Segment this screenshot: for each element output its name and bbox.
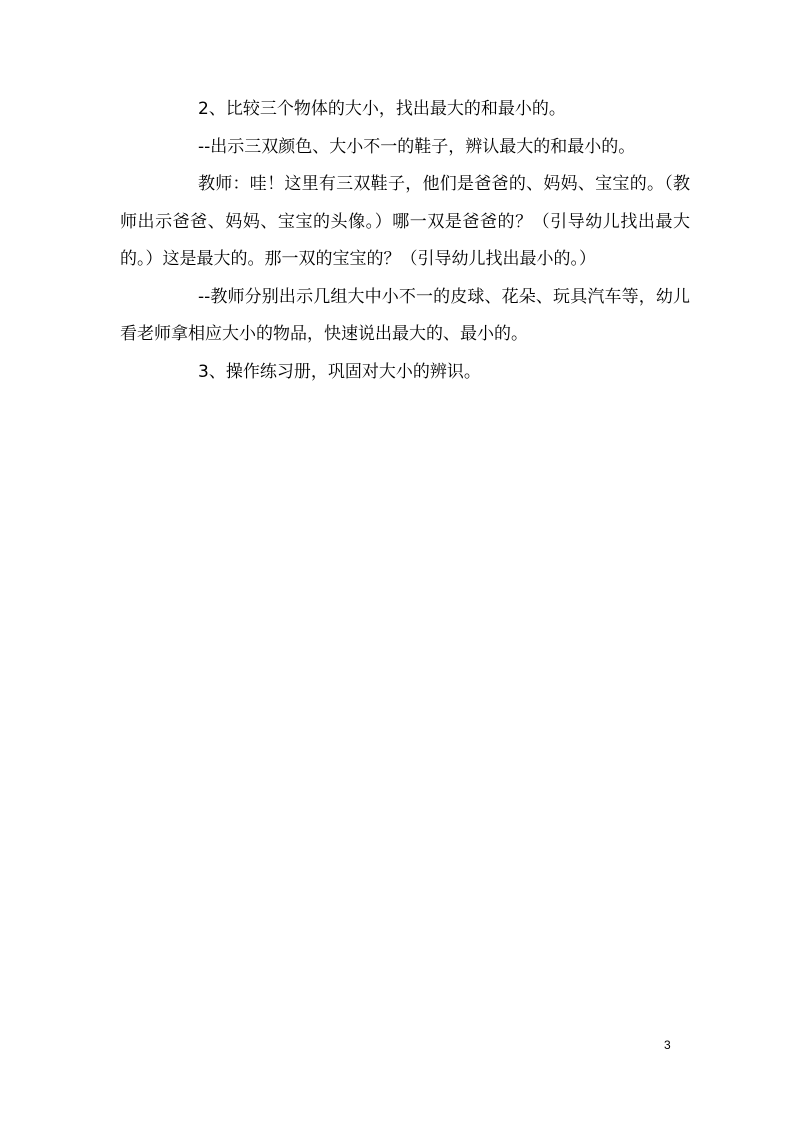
document-body (120, 91, 690, 391)
paragraph-teacher-dialogue: 教师：哇！这里有三双鞋子，他们是爸爸的、妈妈、宝宝的。（教师出示爸爸、妈妈、宝宝的头像。）哪一双是爸爸的？（引导幼儿找出最大的。）这是最大的。那一双的宝宝的？（引导幼儿找出最小的。） (120, 174, 690, 269)
page-number: 3 (664, 1038, 671, 1052)
paragraph-compare-sizes: 2、比较三个物体的大小，找出最大的和最小的。 (198, 99, 566, 119)
paragraph-show-shoes: --出示三双颜色、大小不一的鞋子，辨认最大的和最小的。 (198, 136, 636, 157)
paragraph-show-objects: --教师分别出示几组大中小不一的皮球、花朵、玩具汽车等，幼儿看老师拿相应大小的物品，快速说出最大的、最小的。 (120, 286, 690, 344)
paragraph-workbook: 3、操作练习册，巩固对大小的辨识。 (198, 361, 481, 382)
